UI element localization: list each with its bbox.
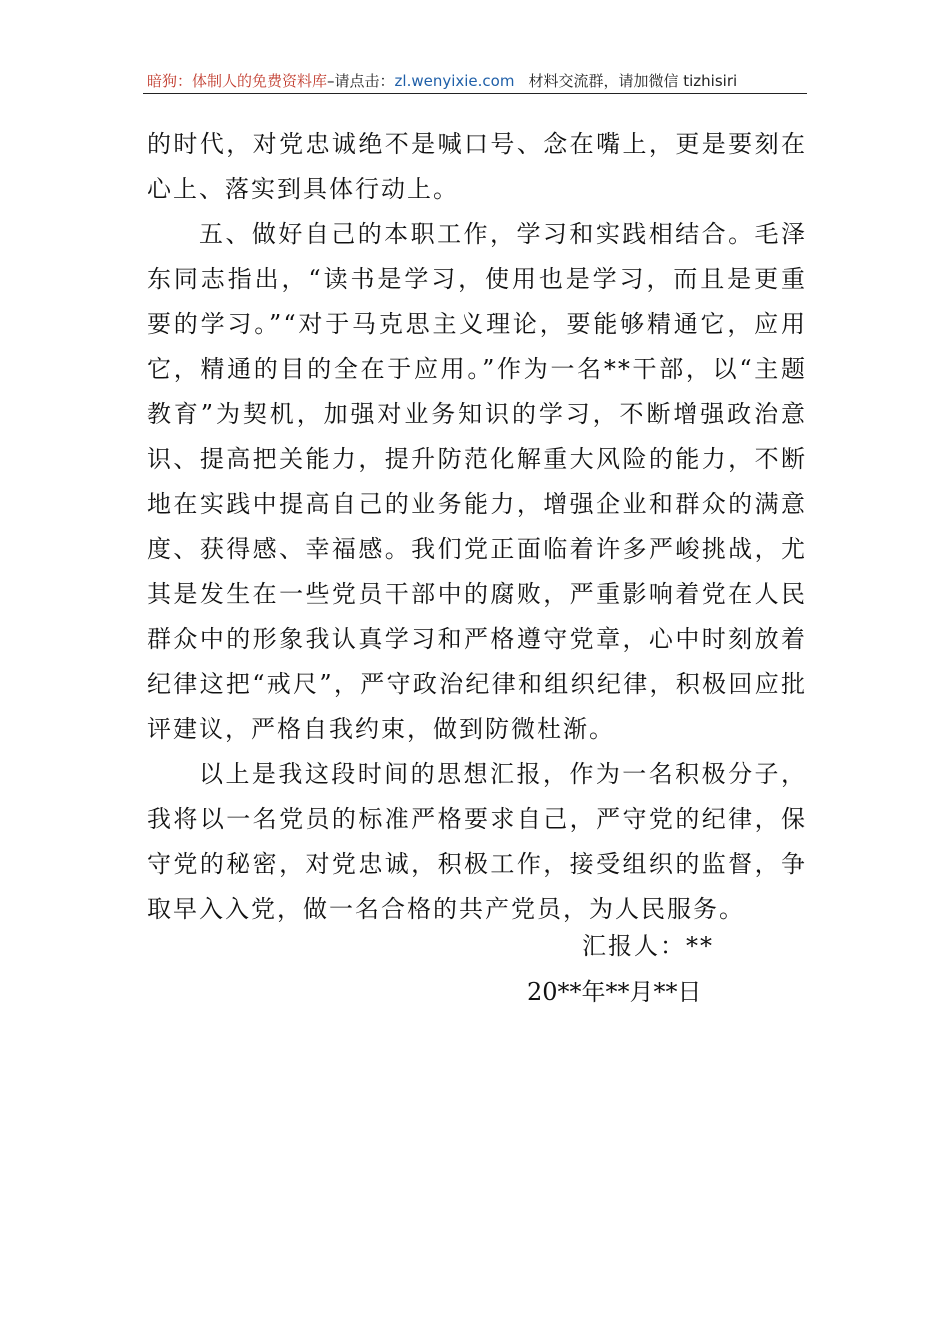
header-divider — [143, 93, 807, 94]
paragraph-section-five: 五、做好自己的本职工作，学习和实践相结合。毛泽东同志指出，“读书是学习，使用也是学习，而且是更重要的学习。”“对于马克思主义理论，要能够精通它，应用它，精通的目的全在于应用。”作为一名**干部，以“主题教育”为契机，加强对业务知识的学习，不断增强政治意识、提高把关能力，提升防范化解重大风险的能力，不断地在实践中提高自己的业务能力，增强企业和群众的满意度、获得感、幸福感。我们党正面临着许多严峻挑战，尤其是发生在一些党员干部中的腐败，严重影响着党在人民群众中的形象我认真学习和严格遵守党章，心中时刻放着纪律这把“戒尺”，严守政治纪律和组织纪律，积极回应批评建议，严格自我约束，做到防微杜渐。 — [147, 220, 807, 743]
header-link-prefix: –请点击： — [327, 72, 395, 90]
paragraph-conclusion: 以上是我这段时间的思想汇报，作为一名积极分子，我将以一名党员的标准严格要求自己，严守党的纪律，保守党的秘密，对党忠诚，积极工作，接受组织的监督，争取早入入党，做一名合格的共产党员，为人民服务。 — [147, 760, 807, 923]
paragraph-continuation: 的时代，对党忠诚绝不是喊口号、念在嘴上，更是要刻在心上、落实到具体行动上。 — [147, 130, 807, 203]
page-header — [147, 70, 807, 94]
header-brand: 暗狗：体制人的免费资料库 — [147, 72, 328, 90]
document-body — [147, 122, 807, 932]
reporter-signature: 汇报人：** — [582, 932, 714, 960]
header-wechat-note: 材料交流群，请加微信 tizhisiri — [528, 72, 738, 90]
report-date: 20**年**月**日 — [527, 978, 702, 1006]
header-link[interactable]: zl.wenyixie.com — [394, 72, 515, 90]
